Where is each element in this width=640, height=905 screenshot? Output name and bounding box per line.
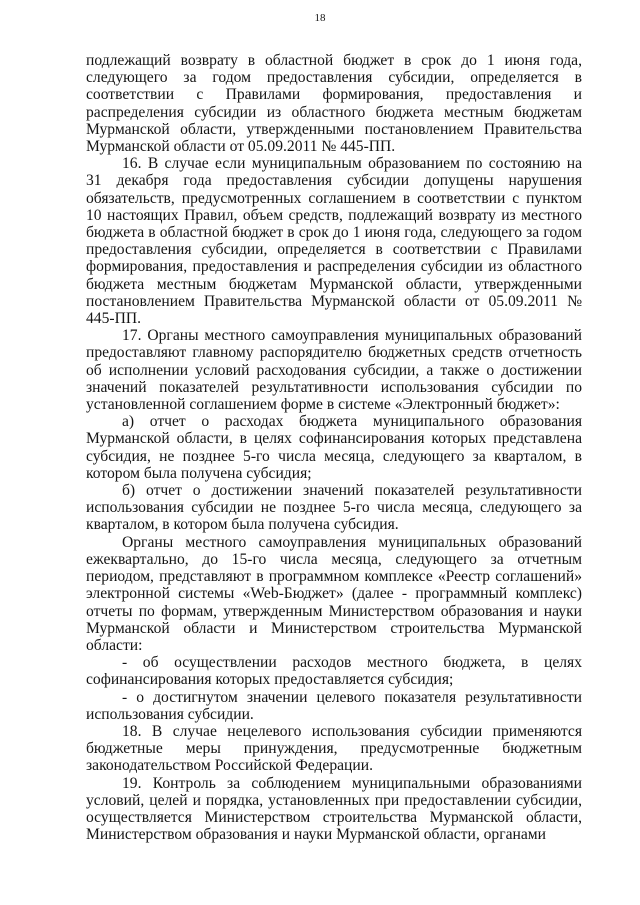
paragraph-17: 17. Органы местного самоуправления муниципальных образований предоставляют главному распорядителю бюджетных средств отчетность об исполнении условий расходования субсидии, а также о достижении значений показателей результативности использования субсидии по установленной соглашением форме в системе «Электронный бюджет»: (86, 327, 582, 414)
page-number: 18 (314, 12, 326, 24)
paragraph-19: 19. Контроль за соблюдением муниципальными образованиями условий, целей и порядка, установленных при предоставлении субсидии, осуществляется Министерством строительства Мурманской области, Министерством образования и науки Мурманской области, органами (86, 774, 582, 844)
paragraph-17-a: а) отчет о расходах бюджета муниципального образования Мурманской области, в целях софинансирования которых представлена субсидия, не позднее 5-го числа месяца, следующего за кварталом, в котором была получена субсидия; (86, 413, 582, 482)
paragraph-16: 16. В случае если муниципальным образованием по состоянию на 31 декабря года предоставления субсидии допущены нарушения обязательств, предусмотренных соглашением в соответствии с пунктом 10 настоящих Правил, объем средств, подлежащий возврату из местного бюджета в областной бюджет в срок до 1 июня года, следующего за годом предоставления субсидии, определяется в соответствии с Правилами формирования, предоставления и распределения субсидии из областного бюджета местным бюджетам Мурманской области, утвержденными постановлением Правительства Мурманской области от 05.09.2011 № 445-ПП. (86, 155, 582, 328)
list-item-indicator: - о достигнутом значении целевого показателя результативности использования субсидии. (86, 688, 582, 723)
paragraph-18: 18. В случае нецелевого использования субсидии применяются бюджетные меры принуждения, предусмотренные бюджетным законодательством Российской Федерации. (86, 722, 582, 775)
list-item-expenditure: - об осуществлении расходов местного бюджета, в целях софинансирования которых предоставляется субсидия; (86, 654, 582, 689)
paragraph-continuation: подлежащий возврату в областной бюджет в срок до 1 июня года, следующего за годом предоставления субсидии, определяется в соответствии с Правилами формирования, предоставления и распределения субсидии из областного бюджета местным бюджетам Мурманской области, утвержденными постановлением Правительства Мурманской области от 05.09.2011 № 445-ПП. (86, 52, 582, 156)
paragraph-17-b: б) отчет о достижении значений показателей результативности использования субсидии не позднее 5-го числа месяца, следующего за кварталом, в котором была получена субсидия. (86, 482, 582, 534)
paragraph-quarterly-reports: Органы местного самоуправления муниципальных образований ежеквартально, до 15-го числа месяца, следующего за отчетным периодом, представляют в программном комплексе «Реестр соглашений» электронной системы «Web-Бюджет» (далее - программный комплекс) отчеты по формам, утвержденным Министерством образования и науки Мурманской области и Министерством строительства Мурманской области: (86, 533, 582, 654)
document-body (86, 52, 582, 843)
